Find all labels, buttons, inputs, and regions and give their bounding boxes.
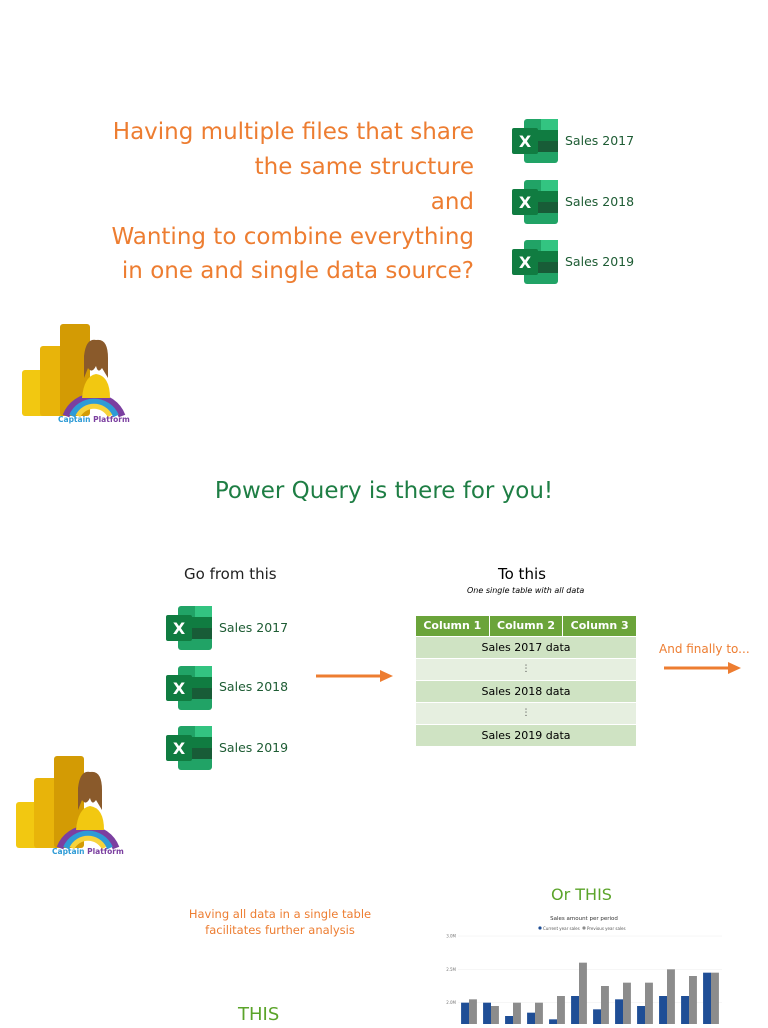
question-line-2: the same structure: [254, 154, 474, 180]
excel-file-icon[interactable]: [166, 606, 212, 650]
chart-bar: [571, 996, 579, 1024]
column-header: Column 1: [416, 616, 490, 636]
from-title: Go from this: [184, 565, 277, 583]
chart-bar: [461, 1003, 469, 1024]
question-line-1: Having multiple files that share: [112, 119, 474, 145]
column-header: Column 2: [490, 616, 564, 636]
column-header: Column 3: [563, 616, 636, 636]
svg-text:X: X: [172, 679, 186, 698]
table-row: Sales 2018 data: [416, 681, 636, 702]
chart-title: Sales amount per period: [550, 916, 618, 922]
this-label: THIS: [238, 1004, 280, 1025]
chart-bar: [637, 1006, 645, 1024]
to-subtitle: One single table with all data: [467, 586, 585, 595]
legend-marker: [582, 926, 585, 929]
chart-bar: [593, 1009, 601, 1024]
excel-file-icon[interactable]: [166, 726, 212, 770]
excel-file-icon[interactable]: [512, 240, 558, 284]
or-this-label: Or THIS: [551, 885, 612, 904]
chart-bar: [483, 1003, 491, 1024]
analysis-note-line: facilitates further analysis: [205, 923, 355, 937]
file-label: Sales 2019: [219, 740, 289, 755]
svg-text:X: X: [518, 132, 532, 151]
chart-bar: [689, 976, 697, 1024]
captain-platform-logo: [14, 318, 138, 428]
chart-bar: [505, 1016, 513, 1024]
question-line-3: and: [430, 189, 474, 215]
file-label: Sales 2018: [219, 679, 289, 694]
legend-label: Current year sales: [543, 926, 580, 931]
chart-bar: [549, 1019, 557, 1024]
excel-file-icon[interactable]: [512, 180, 558, 224]
file-label: Sales 2018: [565, 194, 635, 209]
chart-bar: [681, 996, 689, 1024]
chart-bar: [469, 999, 477, 1024]
chart-bar: [579, 963, 587, 1024]
file-label: Sales 2017: [219, 620, 289, 635]
headline: Power Query is there for you!: [214, 478, 554, 504]
chart-bar: [535, 1003, 543, 1024]
question-line-4: Wanting to combine everything: [111, 224, 474, 250]
chart-bar: [645, 983, 653, 1024]
chart-bar: [601, 986, 609, 1024]
svg-text:X: X: [172, 619, 186, 638]
combined-table: [416, 616, 636, 746]
y-tick-label: 3.0M: [446, 933, 456, 939]
chart-bar: [491, 1006, 499, 1024]
chart-bar: [527, 1013, 535, 1024]
legend-marker: [538, 926, 541, 929]
chart-bar: [623, 983, 631, 1024]
file-label: Sales 2017: [565, 133, 635, 148]
chart-bar: [557, 996, 565, 1024]
chart-bar: [667, 969, 675, 1024]
table-row: ⋮: [416, 659, 636, 680]
captain-platform-logo: [8, 750, 132, 860]
excel-file-icon[interactable]: [166, 666, 212, 710]
svg-text:Captain Platform: Captain Platform: [58, 415, 130, 424]
excel-file-icon[interactable]: [512, 119, 558, 163]
to-title: To this: [498, 565, 546, 583]
table-row: Sales 2019 data: [416, 725, 636, 746]
arrow-right-icon: [664, 659, 744, 677]
svg-text:Captain Platform: Captain Platform: [52, 847, 124, 856]
svg-text:X: X: [518, 253, 532, 272]
y-tick-label: 2.0M: [446, 1000, 456, 1006]
analysis-note-line: Having all data in a single table: [188, 907, 372, 921]
analysis-note: [168, 906, 392, 938]
chart-bar: [703, 973, 711, 1024]
y-tick-label: 2.5M: [446, 966, 456, 972]
legend-label: Previous year sales: [587, 926, 626, 931]
chart-bar: [659, 996, 667, 1024]
table-header: [416, 616, 636, 636]
arrow-right-icon: [316, 667, 396, 685]
table-row: ⋮: [416, 703, 636, 724]
chart-bar: [711, 973, 719, 1024]
finally-label: And finally to...: [659, 642, 750, 656]
question-line-5: in one and single data source?: [121, 258, 474, 284]
chart-bar: [513, 1003, 521, 1024]
table-row: Sales 2017 data: [416, 637, 636, 658]
sales-bar-chart: [436, 908, 732, 1024]
sales-chart: [436, 908, 732, 1024]
file-label: Sales 2019: [565, 254, 635, 269]
svg-text:X: X: [518, 193, 532, 212]
chart-bar: [615, 999, 623, 1024]
svg-text:X: X: [172, 739, 186, 758]
